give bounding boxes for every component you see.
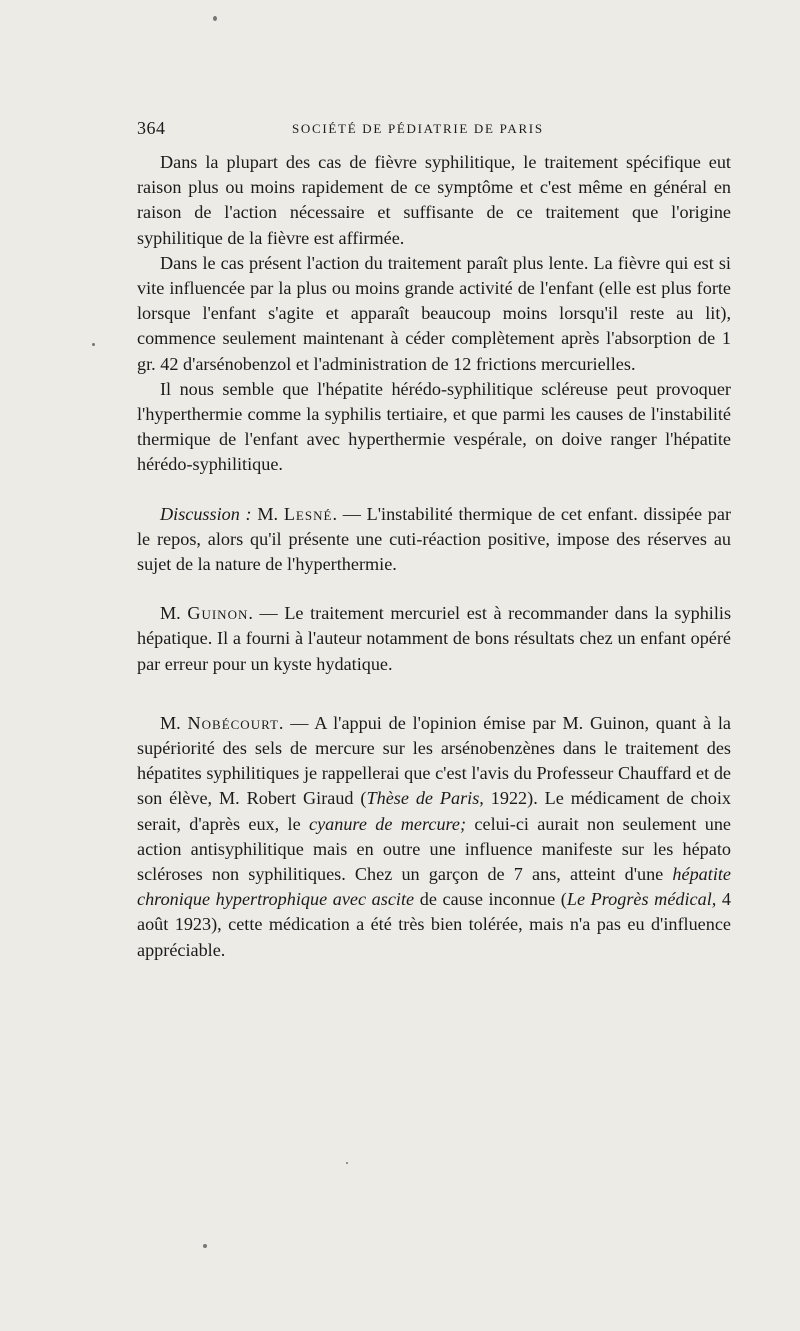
paragraph-fever-treatment: Dans la plupart des cas de fièvre syphilitique, le traitement spécifique eut raison plus ou moins rapidement de ce symptôme et c'est même en général en raison de l'action nécessaire et suffisante de ce traitement que l'origine syphilitique de la fièvre est affirmée.: [137, 152, 731, 248]
paper-speck: [213, 16, 217, 21]
page-header: [137, 118, 737, 142]
speaker-name: Guinon: [187, 603, 249, 624]
speaker-name: Nobécourt: [187, 712, 279, 733]
citation-these-de-paris: Thèse de Paris,: [366, 788, 484, 809]
guinon-text: Le traitement mercuriel est à recommander dans la syphilis hépatique. Il a fourni à l'auteur notamment de bons résultats chez un enfant opéré par erreur pour un kyste hydatique.: [137, 603, 732, 674]
speaker-prefix: M.: [257, 503, 279, 524]
guinon-paragraph: [137, 601, 731, 677]
body-text: [137, 150, 731, 963]
paper-speck: [346, 1162, 348, 1164]
speaker-prefix: M.: [160, 712, 181, 733]
running-head: SOCIÉTÉ DE PÉDIATRIE DE PARIS: [292, 121, 544, 136]
speaker-name: Lesné: [283, 503, 333, 524]
page-number: 364: [137, 118, 166, 138]
diagnosis-term: hépatite chronique hypertrophique avec ascite: [137, 864, 731, 910]
paper-speck: [203, 1244, 207, 1248]
paragraph-hepatitis-hyperthermia: Il nous semble que l'hépatite hérédo-syphilitique scléreuse peut provoquer l'hyperthermie comme la syphilis tertiaire, et que parmi les causes de l'instabilité thermique de l'enfant avec hyperthermie vespérale, on doive ranger l'hépatite hérédo-syphilitique.: [137, 378, 731, 475]
speaker-prefix: M.: [160, 603, 181, 624]
speaker-dash: . —: [278, 712, 309, 733]
nobecourt-text-2: 1922). Le médicament de choix serait, d'après eux, le: [137, 788, 731, 834]
citation-progres-medical: Le Progrès médical,: [566, 889, 717, 910]
nobecourt-text-4: de cause inconnue (: [414, 889, 567, 910]
speaker-dash: . —: [248, 603, 278, 624]
discussion-paragraph: [137, 502, 731, 578]
drug-name: cyanure de mercure;: [309, 813, 467, 834]
paragraph-present-case: Dans le cas présent l'action du traitement paraît plus lente. La fièvre qui est si vite influencée par la plus ou moins grande activité de l'enfant (elle est plus forte lorsque l'enfant s'agite et apparaît beaucoup moins lorsqu'il reste au lit), commence seulement maintenant à céder complètement après l'absorption de 1 gr. 42 d'arsénobenzol et l'administration de 12 frictions mercurielles.: [137, 252, 731, 374]
nobecourt-text-1: A l'appui de l'opinion émise par M. Guinon, quant à la supériorité des sels de mercure sur les arsénobenzènes dans le traitement des hépatites syphilitiques je rappellerai que c'est l'avis du Professeur Chauffard et de son élève, M. Robert Giraud (: [137, 712, 731, 809]
discussion-text: L'instabilité thermique de cet enfant. dissipée par le repos, alors qu'il présente une cuti-réaction positive, impose des réserves au sujet de la nature de l'hyperthermie.: [137, 503, 732, 575]
nobecourt-text-5: 4 août 1923), cette médication a été très bien tolérée, mais n'a pas eu d'influence appréciable.: [137, 889, 732, 960]
nobecourt-paragraph: [137, 711, 731, 963]
nobecourt-text-3: celui-ci aurait non seulement une action antisyphilitique mais en outre une influence manifeste sur les hépato scléroses non syphilitiques. Chez un garçon de 7 ans, atteint d'une: [137, 813, 732, 885]
speaker-dash: . —: [332, 503, 361, 524]
discussion-label: Discussion :: [160, 503, 252, 524]
paper-speck: [92, 343, 95, 346]
